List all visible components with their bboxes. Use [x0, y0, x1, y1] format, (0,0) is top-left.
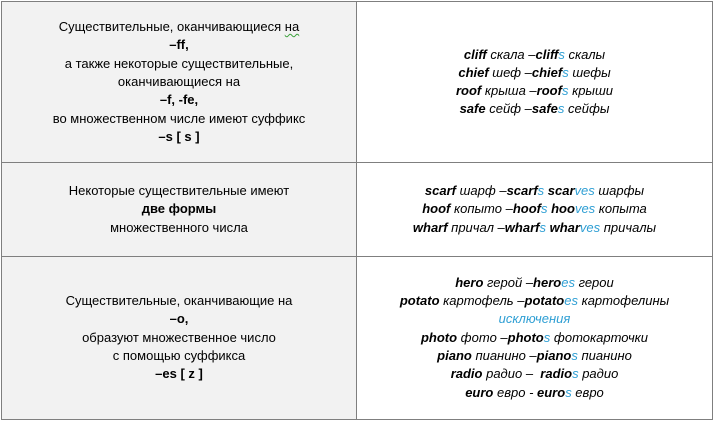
rule-ending: –s [ s ]	[158, 128, 200, 144]
example-line	[363, 200, 706, 218]
english-word: scar	[547, 183, 575, 199]
english-word: euro	[537, 384, 566, 400]
rule-text-line: Существительные, оканчивающиеся на	[58, 19, 300, 35]
plural-suffix: s	[539, 219, 546, 235]
example-line	[363, 365, 706, 383]
plural-suffix: исключения	[498, 311, 571, 327]
plural-suffix: s	[558, 46, 565, 62]
english-word: potato	[399, 293, 440, 309]
translation-text: крыши	[568, 83, 614, 99]
translation-text: копыто –	[450, 201, 513, 217]
examples-cell	[357, 2, 713, 163]
english-word: safe	[459, 101, 486, 117]
rule-ending: –o,	[169, 311, 189, 327]
english-word: hero	[455, 274, 484, 290]
english-word: wharf	[504, 219, 540, 235]
english-word: hoo	[551, 201, 575, 217]
examples-cell	[357, 256, 713, 419]
english-word: radio	[450, 366, 483, 382]
plural-suffix: ves	[579, 219, 601, 235]
example-line	[363, 310, 706, 328]
english-word: chief	[458, 64, 489, 80]
example-line	[363, 82, 706, 100]
rule-cell	[2, 2, 357, 163]
rule-text-line: множественного числа	[110, 219, 248, 235]
english-word: roof	[536, 83, 562, 99]
english-word: hoof	[512, 201, 541, 217]
english-word: chief	[531, 64, 563, 80]
translation-text: радио –	[482, 366, 541, 382]
english-word: piano	[536, 347, 572, 363]
example-line	[363, 100, 706, 118]
plural-suffix: s	[571, 347, 578, 363]
translation-text: причалы	[600, 219, 657, 235]
rule-row	[2, 163, 713, 256]
translation-text: причал –	[447, 219, 505, 235]
english-word: roof	[455, 83, 482, 99]
english-word: potato	[524, 293, 565, 309]
rule-text-line: Существительные, оканчивающие на	[65, 293, 293, 309]
translation-text: шарфы	[594, 183, 645, 199]
plural-suffix: s	[562, 64, 569, 80]
translation-text: шеф –	[488, 64, 532, 80]
rule-text-line: с помощью суффикса	[112, 347, 246, 363]
rule-text-line: оканчивающиеся на	[117, 74, 241, 90]
plural-rules-body	[2, 2, 713, 420]
example-line	[363, 347, 706, 365]
translation-text: пианино	[577, 347, 632, 363]
translation-text: евро -	[493, 384, 538, 400]
english-word: hero	[533, 274, 562, 290]
english-word: hoof	[422, 201, 451, 217]
plural-suffix: es	[561, 274, 575, 290]
example-line	[363, 292, 706, 310]
translation-text: фотокарточки	[550, 329, 649, 345]
plural-suffix: s	[543, 329, 551, 345]
example-line	[363, 274, 706, 292]
translation-text: скалы	[564, 46, 606, 62]
example-line	[363, 182, 706, 200]
rule-text-line: образуют множественное число	[82, 329, 276, 345]
english-word: cliff	[535, 46, 559, 62]
plural-suffix: s	[537, 183, 545, 199]
english-word: radio	[540, 366, 573, 382]
rule-cell	[2, 256, 357, 419]
english-word: safe	[531, 101, 558, 117]
rule-row	[2, 256, 713, 419]
rule-ending: –f, -fe,	[159, 92, 199, 108]
plural-suffix: s	[565, 384, 572, 400]
translation-text: сейфы	[564, 101, 610, 117]
example-line	[363, 64, 706, 82]
rule-ending: –es [ z ]	[155, 366, 203, 382]
rule-text-line: во множественном числе имеют суффикс	[52, 110, 306, 126]
examples-cell	[357, 163, 713, 256]
rule-text-line: а также некоторые существительные,	[64, 55, 294, 71]
translation-text: копыта	[595, 201, 647, 217]
example-line	[363, 329, 706, 347]
example-line	[363, 384, 706, 402]
english-word: scarf	[424, 183, 456, 199]
rule-ending: –ff,	[169, 37, 189, 53]
translation-text: герои	[574, 274, 614, 290]
rule-cell	[2, 163, 357, 256]
plural-suffix: s	[540, 201, 548, 217]
translation-text: сейф –	[485, 101, 532, 117]
plural-suffix: ves	[574, 201, 596, 217]
translation-text: шефы	[568, 64, 611, 80]
english-word: cliff	[463, 46, 487, 62]
rule-ending: две формы	[141, 201, 217, 217]
rule-text-line: Некоторые существительные имеют	[68, 183, 290, 199]
english-word: wharf	[412, 219, 448, 235]
translation-text: картофелины	[577, 293, 670, 309]
english-word: piano	[437, 347, 472, 363]
plural-suffix: s	[572, 366, 579, 382]
translation-text: евро	[571, 384, 604, 400]
translation-text: шарф –	[456, 183, 507, 199]
plural-suffix: s	[557, 101, 565, 117]
rule-row	[2, 2, 713, 163]
english-word: whar	[549, 219, 580, 235]
plural-suffix: es	[564, 293, 578, 309]
translation-text: картофель –	[439, 293, 525, 309]
example-line	[363, 219, 706, 237]
example-line	[363, 46, 706, 64]
translation-text: фото –	[457, 329, 508, 345]
translation-text: крыша –	[481, 83, 537, 99]
english-word: photo	[420, 329, 458, 345]
english-word: euro	[465, 384, 494, 400]
translation-text: пианино –	[471, 347, 537, 363]
translation-text: герой –	[483, 274, 534, 290]
plural-suffix: s	[561, 83, 569, 99]
english-word: scarf	[506, 183, 538, 199]
plural-rules-table	[1, 1, 713, 420]
english-word: photo	[507, 329, 544, 345]
plural-suffix: ves	[574, 183, 595, 199]
translation-text: радио	[578, 366, 619, 382]
translation-text: скала –	[486, 46, 536, 62]
